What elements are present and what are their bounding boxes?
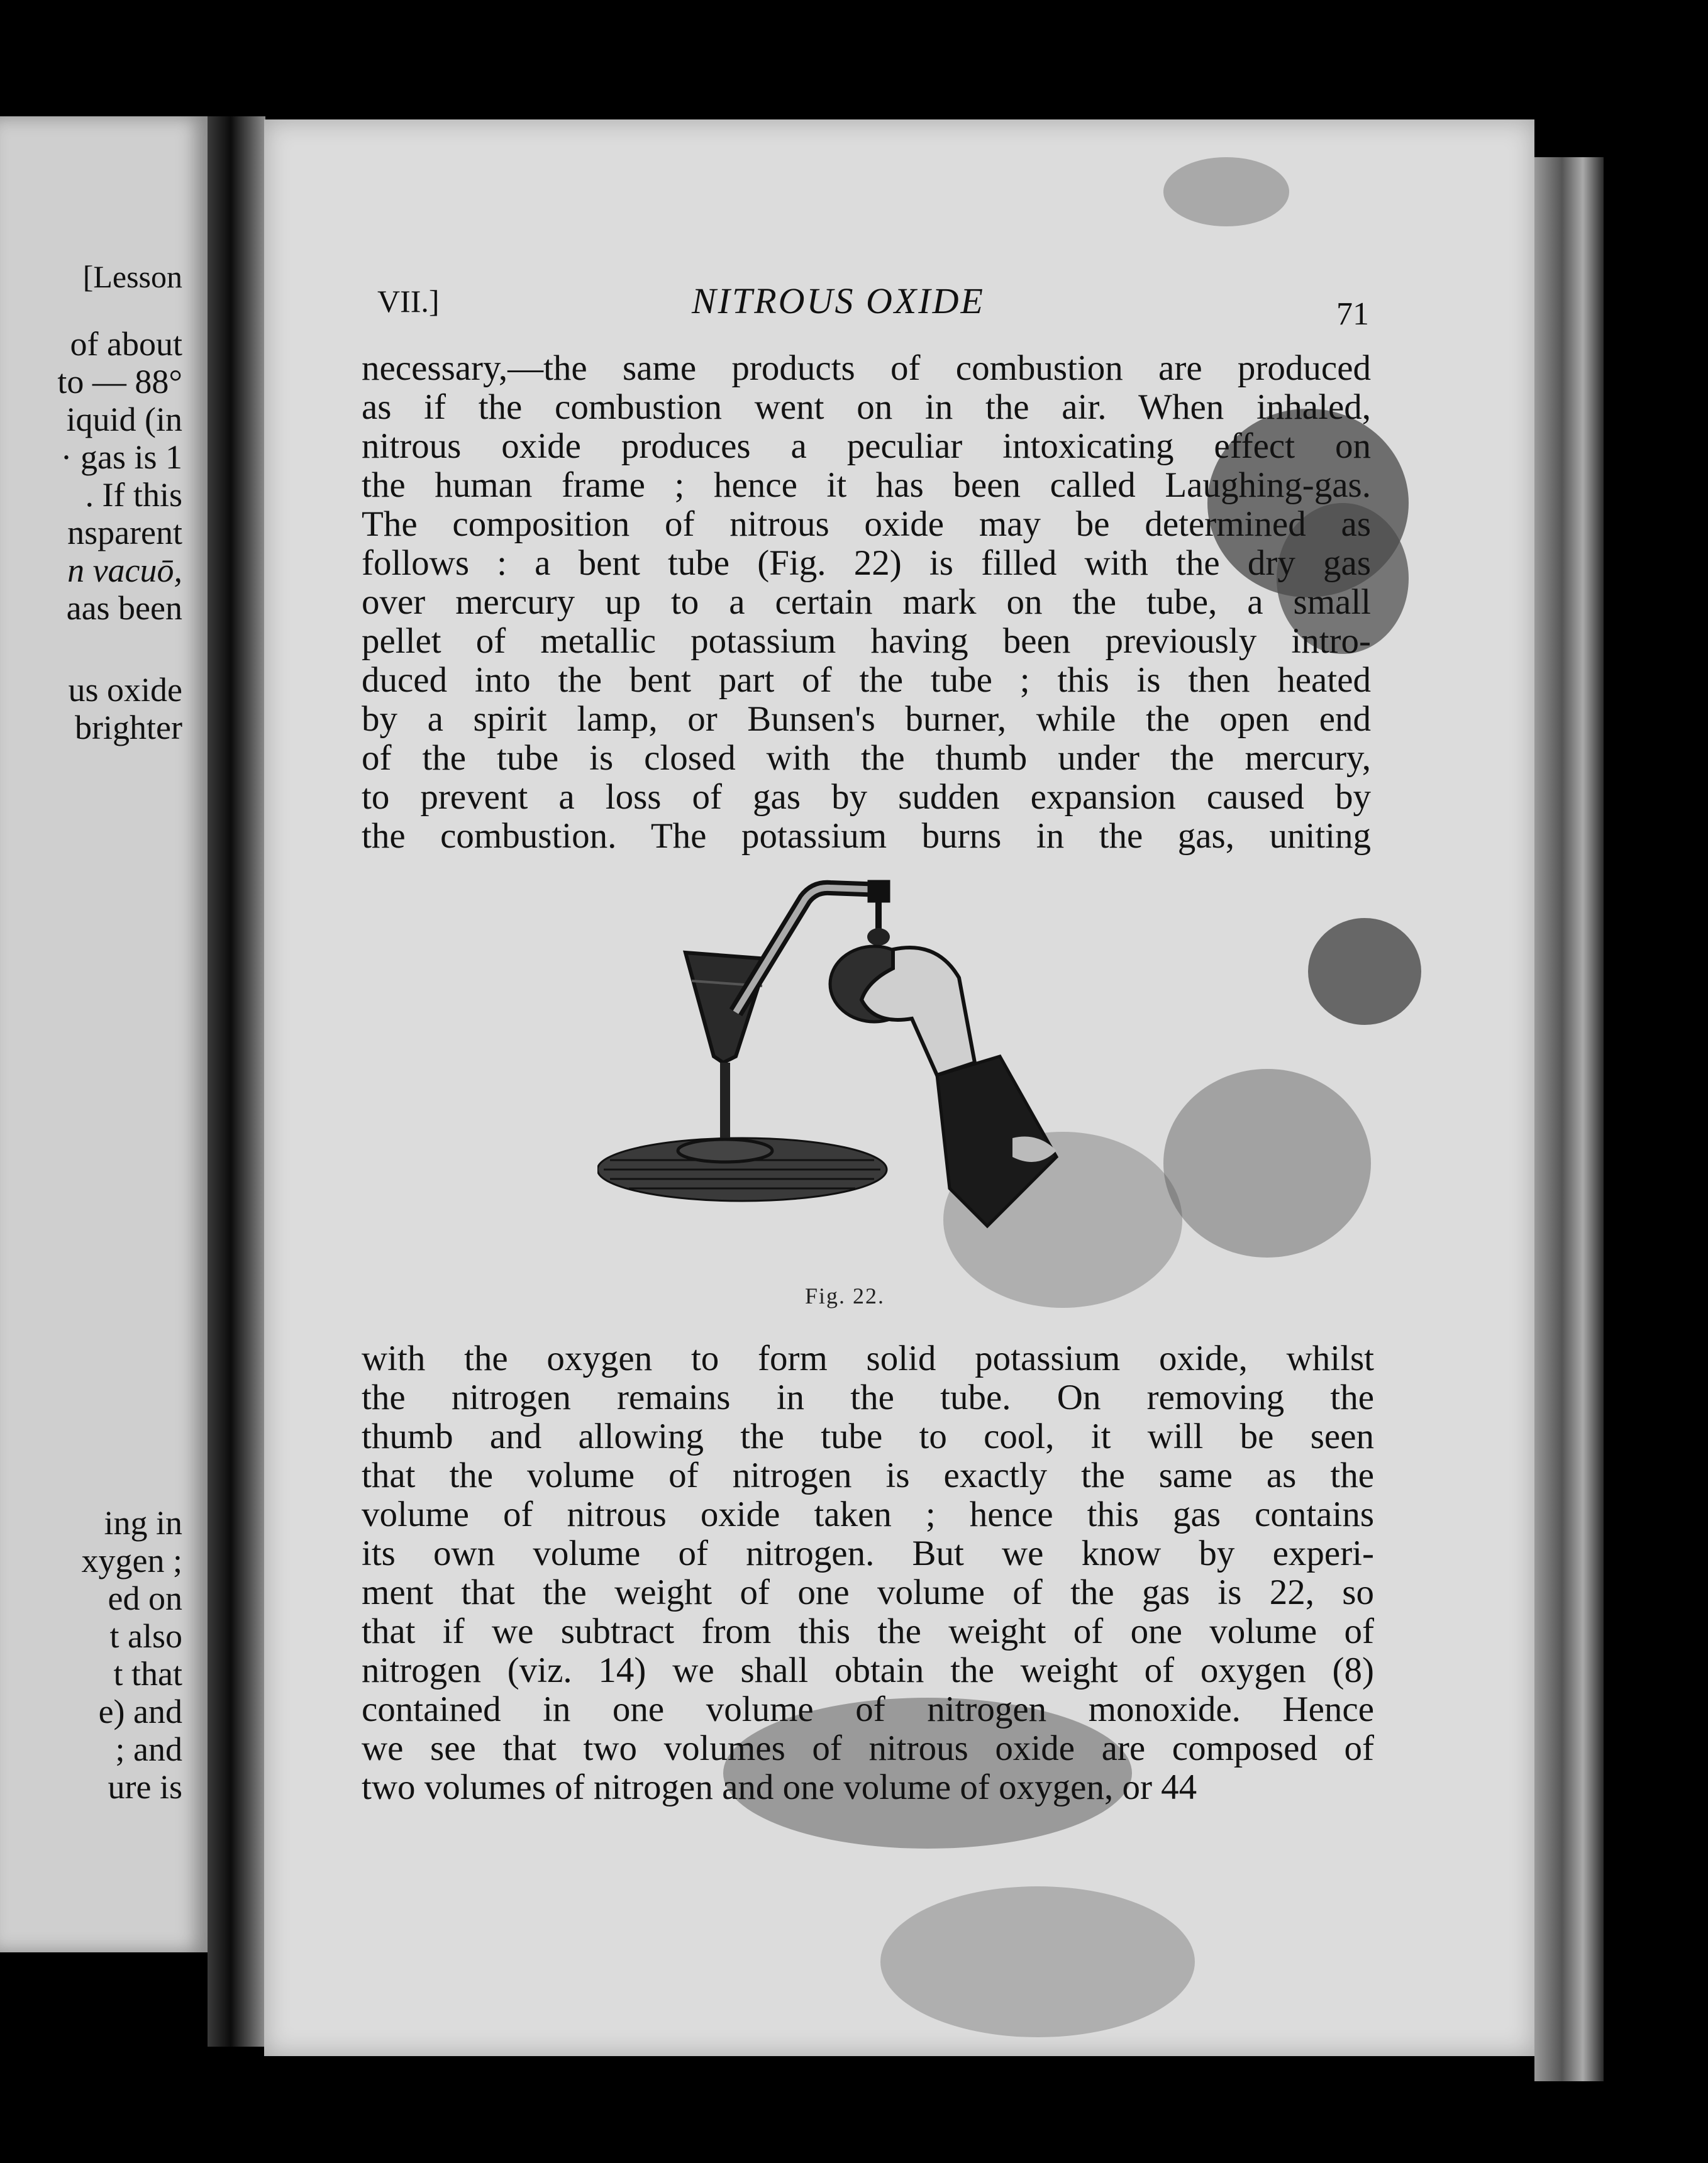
text-line: follows : a bent tube (Fig. 22) is filled with the dry gas xyxy=(362,543,1371,583)
facing-page-line: brighter xyxy=(75,709,182,746)
text-line: two volumes of nitrogen and one volume of oxygen, or 44 xyxy=(362,1767,1197,1807)
facing-page-line: xygen ; xyxy=(81,1542,182,1579)
book-spine xyxy=(208,116,265,2047)
facing-page-line: ; and xyxy=(115,1730,182,1768)
chapter-number: VII.] xyxy=(377,284,440,319)
hand-icon xyxy=(862,948,1056,1226)
text-line: of the tube is closed with the thumb under the mercury, xyxy=(362,738,1371,778)
text-line: that the volume of nitrogen is exactly the same as the xyxy=(362,1456,1374,1495)
text-line: its own volume of nitrogen. But we know by experi- xyxy=(362,1534,1374,1573)
stain xyxy=(1163,1069,1371,1258)
facing-page-line: ed on xyxy=(108,1579,182,1617)
facing-page-line: nsparent xyxy=(67,514,182,551)
facing-page-line: · gas is 1 xyxy=(60,438,182,476)
figure-caption: Fig. 22. xyxy=(805,1283,885,1308)
text-line: we see that two volumes of nitrous oxide are composed of xyxy=(362,1729,1374,1768)
page-number: 71 xyxy=(1336,296,1369,332)
stain xyxy=(1163,157,1289,226)
facing-page-line: ing in xyxy=(104,1504,182,1542)
text-line: as if the combustion went on in the air. When inhaled, xyxy=(362,387,1371,427)
facing-page-line: to — 88° xyxy=(57,363,182,401)
text-line: ment that the weight of one volume of the gas is 22, so xyxy=(362,1573,1374,1612)
text-line: with the oxygen to form solid potassium oxide, whilst xyxy=(362,1339,1374,1378)
facing-page xyxy=(0,116,208,1952)
text-line: pellet of metallic potassium having been previously intro- xyxy=(362,621,1371,661)
facing-page-line: aas been xyxy=(66,589,182,627)
facing-page-line: t also xyxy=(109,1617,182,1655)
text-line: contained in one volume of nitrogen monoxide. Hence xyxy=(362,1690,1374,1729)
facing-page-line: . If this xyxy=(85,476,182,514)
text-line: nitrogen (viz. 14) we shall obtain the weight of oxygen (8) xyxy=(362,1651,1374,1690)
text-line: necessary,—the same products of combustion are produced xyxy=(362,348,1371,388)
body-paragraph-top xyxy=(362,349,1371,856)
facing-page-line: e) and xyxy=(98,1693,182,1730)
text-line: the human frame ; hence it has been called Laughing-gas. xyxy=(362,465,1371,505)
text-line: the nitrogen remains in the tube. On removing the xyxy=(362,1378,1374,1417)
text-line: duced into the bent part of the tube ; this is then heated xyxy=(362,660,1371,700)
text-line: The composition of nitrous oxide may be determined as xyxy=(362,504,1371,544)
stain xyxy=(1308,918,1421,1025)
facing-page-line: us oxide xyxy=(68,671,182,709)
text-line: nitrous oxide produces a peculiar intoxicating effect on xyxy=(362,426,1371,466)
page-edge xyxy=(1534,157,1604,2081)
text-line: volume of nitrous oxide taken ; hence this gas contains xyxy=(362,1495,1374,1534)
stain xyxy=(880,1886,1195,2037)
facing-page-line: iquid (in xyxy=(66,401,182,438)
facing-page-line: of about xyxy=(70,325,182,363)
text-line: by a spirit lamp, or Bunsen's burner, while the open end xyxy=(362,699,1371,739)
figure-illustration xyxy=(597,874,1101,1264)
facing-page-line: n vacuō, xyxy=(67,551,182,589)
page-title: NITROUS OXIDE xyxy=(692,280,985,321)
text-line: to prevent a loss of gas by sudden expansion caused by xyxy=(362,777,1371,817)
facing-page-line: [Lesson xyxy=(82,259,182,294)
text-line: the combustion. The potassium burns in the gas, uniting xyxy=(362,816,1371,856)
facing-page-line: ure is xyxy=(108,1768,182,1806)
text-line: thumb and allowing the tube to cool, it will be seen xyxy=(362,1417,1374,1456)
text-line: over mercury up to a certain mark on the tube, a small xyxy=(362,582,1371,622)
text-line: that if we subtract from this the weight of one volume of xyxy=(362,1612,1374,1651)
facing-page-line: t that xyxy=(113,1655,182,1693)
body-paragraph-bottom xyxy=(362,1339,1374,1807)
